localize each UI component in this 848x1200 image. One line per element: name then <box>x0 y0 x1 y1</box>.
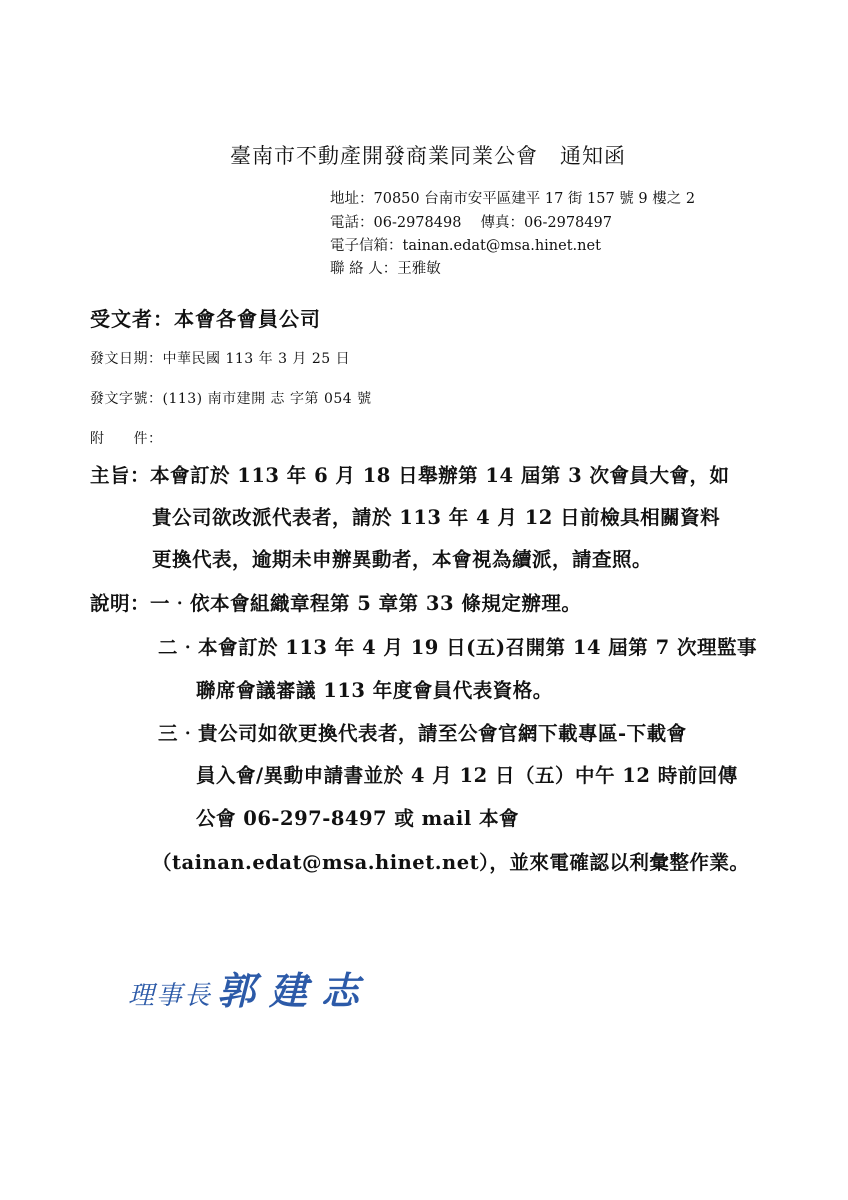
contact-address: 地址：70850 台南市安平區建平 17 街 157 號 9 樓之 2 <box>330 191 696 207</box>
explanation-line-4: 三‧貴公司如欲更換代表者，請至公會官網下載專區-下載會 <box>158 722 687 745</box>
explanation-line-7: （tainan.edat@msa.hinet.net），並來電確認以利彙整作業。 <box>152 851 750 874</box>
recipient-line: 受文者：本會各會員公司 <box>90 307 321 331</box>
explanation-line-5: 員入會/異動申請書並於 4 月 12 日（五）中午 12 時前回傳 <box>196 764 738 787</box>
signature-name: 郭建志 <box>217 968 374 1013</box>
page-title: 臺南市不動產開發商業同業公會 通知函 <box>230 144 626 168</box>
explanation-line-3: 聯席會議審議 113 年度會員代表資格。 <box>196 679 553 702</box>
signature-block <box>128 960 373 1015</box>
attachment-label: 附 件： <box>90 431 163 447</box>
issue-date: 發文日期：中華民國 113 年 3 月 25 日 <box>90 351 351 367</box>
document-number: 發文字號：(113) 南市建開 志 字第 054 號 <box>90 391 372 407</box>
explanation-line-6: 公會 06-297-8497 或 mail 本會 <box>196 807 520 830</box>
explanation-line-1: 說明：一‧依本會組織章程第 5 章第 33 條規定辦理。 <box>90 592 582 615</box>
contact-phone-fax: 電話：06-2978498 傳真：06-2978497 <box>330 215 612 231</box>
subject-line-1: 主旨：本會訂於 113 年 6 月 18 日舉辦第 14 屆第 3 次會員大會，如 <box>90 464 730 487</box>
subject-line-2: 貴公司欲改派代表者，請於 113 年 4 月 12 日前檢具相關資料 <box>152 506 721 529</box>
subject-line-3: 更換代表，逾期未申辦異動者，本會視為續派，請查照。 <box>152 548 653 571</box>
contact-email: 電子信箱：tainan.edat@msa.hinet.net <box>330 238 601 254</box>
explanation-line-2: 二‧本會訂於 113 年 4 月 19 日(五)召開第 14 屆第 7 次理監事 <box>158 636 757 659</box>
signature-title: 理事長 <box>128 981 213 1011</box>
contact-person: 聯 絡 人：王雅敏 <box>330 261 441 277</box>
